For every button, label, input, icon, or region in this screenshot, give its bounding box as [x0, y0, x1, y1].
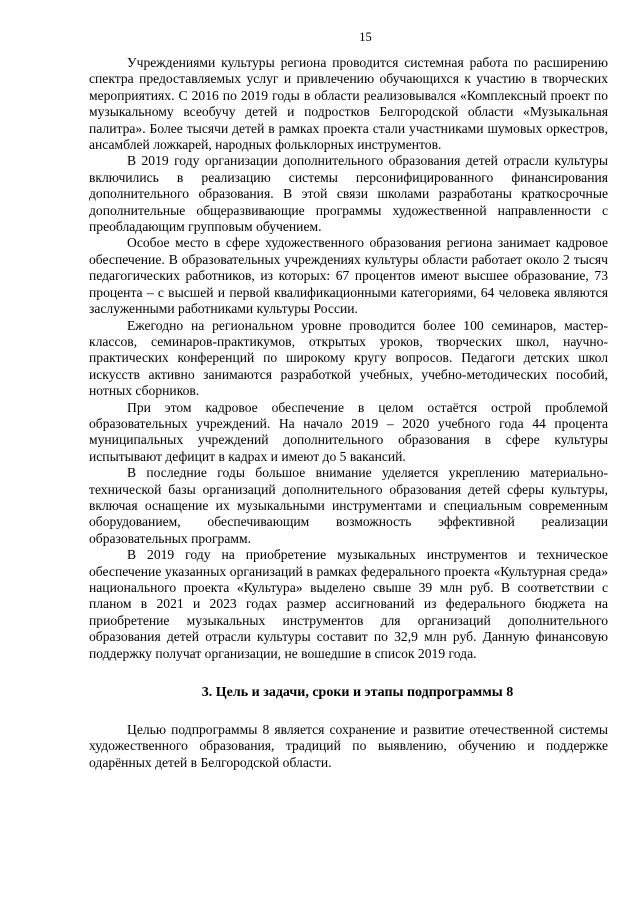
paragraph-financing: В 2019 году организации дополнительного образования детей отрасли культуры включились в реализацию системы персонифицированного финансирования дополнительного образования. В этой связи школами разработаны краткосрочные дополнительные общеразвивающие программы художественной направленности с преобладающим групповым обучением.	[89, 153, 608, 235]
paragraph-services: Учреждениями культуры региона проводится системная работа по расширению спектра предоставляемых услуг и привлечению обучающихся к участию в творческих мероприятиях. С 2016 по 2019 годы в области реализовывался «Комплексный проект по музыкальному всеобучу детей и подростков Белгородской области «Музыкальная палитра». Более тысячи детей в рамках проекта стали участниками шумовых оркестров, ансамблей ложкарей, народных фольклорных инструментов.	[89, 55, 608, 153]
section-heading: 3. Цель и задачи, сроки и этапы подпрограммы 8	[201, 685, 514, 701]
page-number: 15	[359, 30, 372, 44]
paragraph-seminars: Ежегодно на региональном уровне проводится более 100 семинаров, мастер-классов, семинаров-практикумов, открытых уроков, творческих школ, научно-практических конференций по широкому кругу вопросов. Педагоги детских школ искусств активно занимаются разработкой учебных, учебно-методических пособий, нотных сборников.	[89, 317, 608, 399]
paragraph-staffing: Особое место в сфере художественного образования региона занимает кадровое обеспечение. В образовательных учреждениях культуры области работает около 2 тысяч педагогических работников, из которых: 67 процентов имеют высшее образование, 73 процента – с высшей и первой квалификационными категориями, 64 человека являются заслуженными работниками культуры России.	[89, 235, 608, 317]
paragraph-material-base: В последние годы большое внимание уделяется укреплению материально-технической базы организаций дополнительного образования детей сферы культуры, включая оснащение их музыкальными инструментами и специальным современным оборудованием, обеспечивающим возможность эффективной реализации образовательных программ.	[89, 465, 608, 546]
paragraph-staff-shortage: При этом кадровое обеспечение в целом остаётся острой проблемой образовательных учреждений. На начало 2019 – 2020 учебного года 44 процента муниципальных учреждений дополнительного образования в сфере культуры испытывают дефицит в кадрах и имеют до 5 вакансий.	[89, 399, 608, 464]
paragraph-goal: Целью подпрограммы 8 является сохранение и развитие отечественной системы художественного образования, традиций по выявлению, обучению и поддержке одарённых детей в Белгородской области.	[89, 722, 608, 770]
paragraph-instruments-funding: В 2019 году на приобретение музыкальных инструментов и техническое обеспечение указанных организаций в рамках федерального проекта «Культурная среда» национального проекта «Культура» выделено свыше 39 млн руб. В соответствии с планом в 2021 и 2023 годах размер ассигнований из федерального бюджета на приобретение музыкальных инструментов для организаций дополнительного образования детей отрасли культуры составит по 32,9 млн руб. Данную финансовую поддержку получат организации, не вошедшие в список 2019 года.	[89, 547, 608, 661]
